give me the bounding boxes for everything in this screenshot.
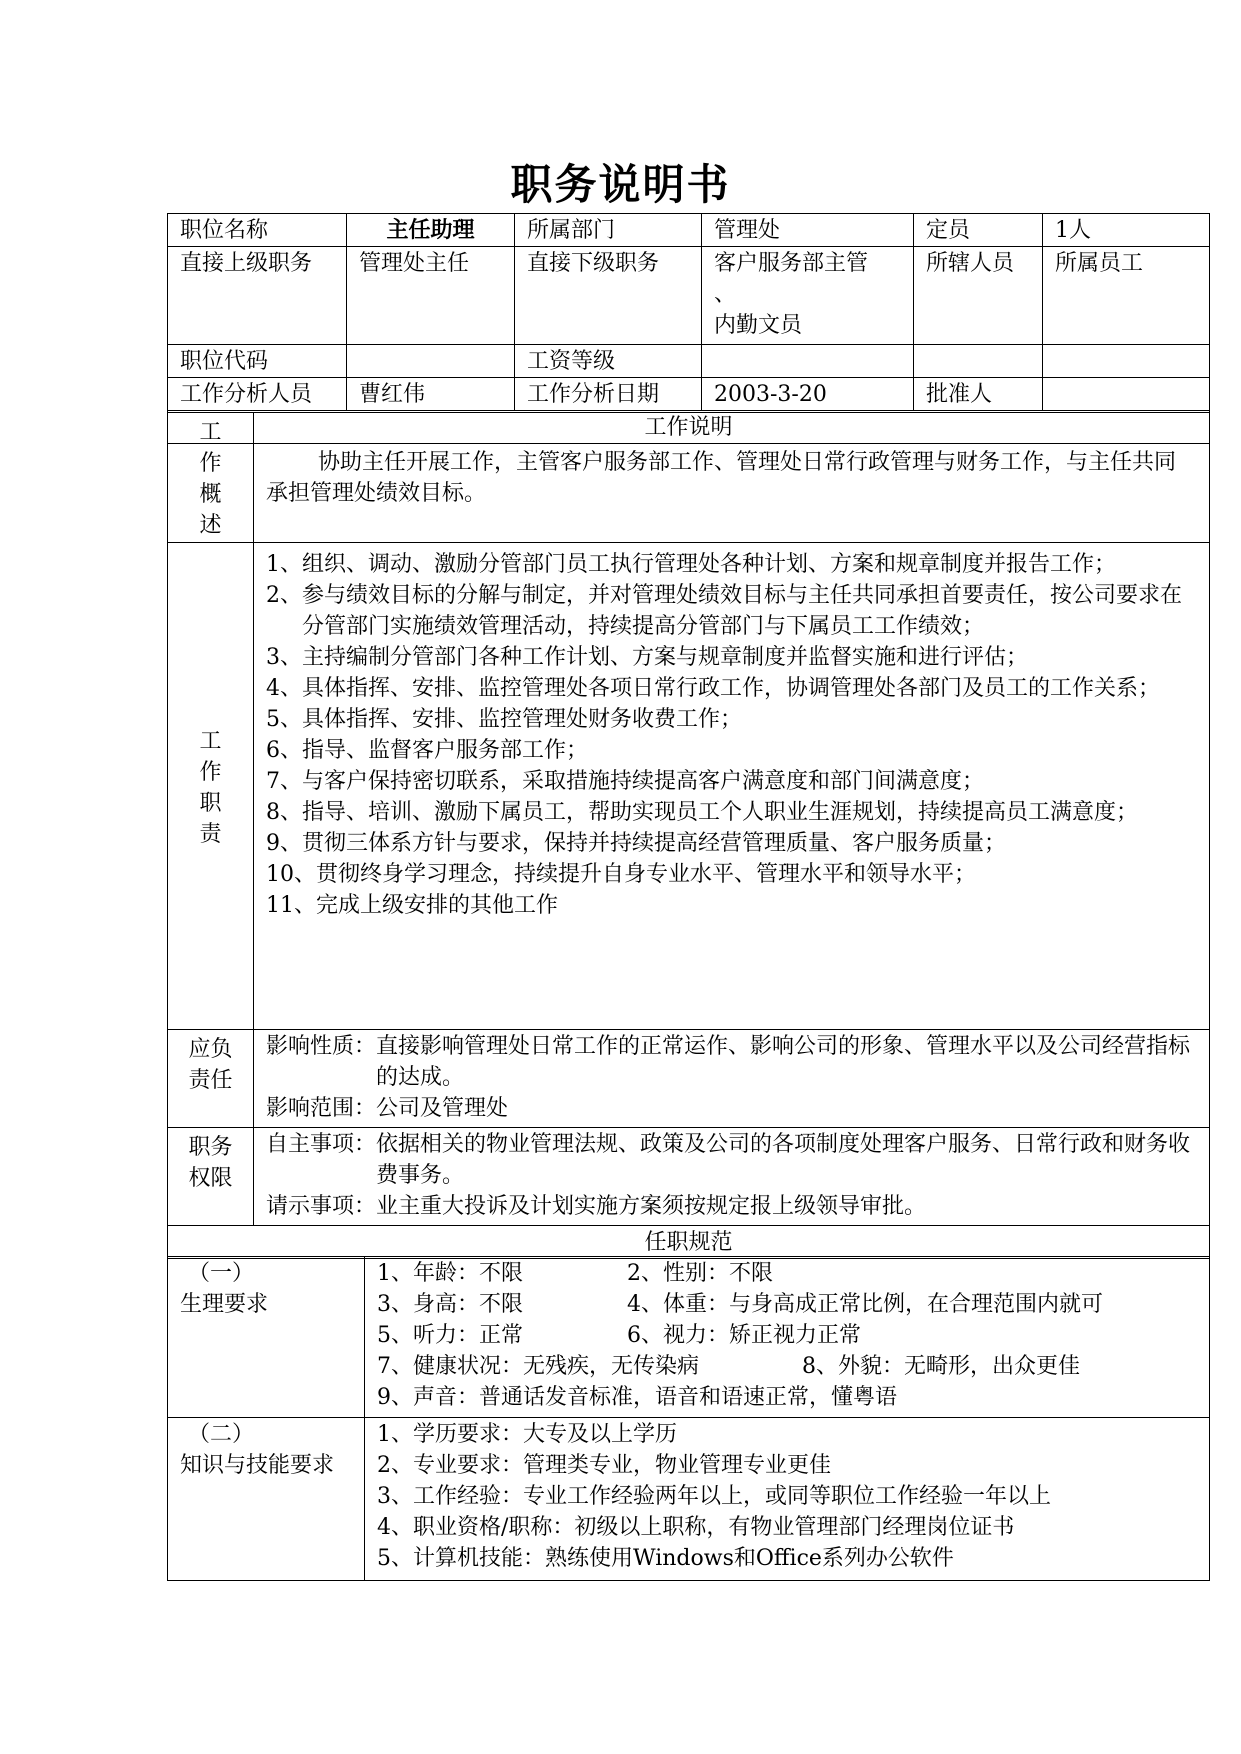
list-item: 10、贯彻终身学习理念，持续提升自身专业水平、管理水平和领导水平；: [266, 862, 976, 887]
summary-label: 工 作 概 述: [168, 413, 254, 543]
physical-label: （一） 生理要求: [168, 1257, 365, 1418]
list-item: 9、声音：普通话发音标准，语音和语速正常，懂粤语: [377, 1385, 897, 1410]
page-title: 职务说明书: [510, 160, 731, 209]
list-item: 3、工作经验：专业工作经验两年以上，或同等职位工作经验一年以上: [377, 1484, 1051, 1509]
list-item: 自主事项： 依据相关的物业管理法规、政策及公司的各项制度处理客户服务、日常行政和财务收费事务。: [266, 1132, 1191, 1188]
list-item: 3、主持编制分管部门各种工作计划、方案与规章制度并监督实施和进行评估；: [266, 645, 1028, 670]
label-position-code: 职位代码: [168, 345, 347, 378]
table-row: [168, 543, 1210, 1030]
subordinate-line-3: 内勤文员: [714, 313, 803, 338]
authority-label: 职务 权限: [168, 1128, 254, 1226]
section-heading-job-spec: 任职规范: [168, 1226, 1210, 1259]
list-item: 6、指导、监督客户服务部工作；: [266, 738, 588, 763]
value-approver: [1043, 378, 1210, 411]
list-item: 请示事项： 业主重大投诉及计划实施方案须按规定报上级领导审批。: [266, 1194, 927, 1219]
value-position-name: 主任助理: [347, 214, 515, 247]
table-row: [168, 1257, 1210, 1418]
list-item: 5、具体指挥、安排、监控管理处财务收费工作；: [266, 707, 742, 732]
table-row: [168, 413, 1210, 543]
responsibility-label: 应负 责任: [168, 1030, 254, 1128]
section-heading-work-description: 工作说明: [168, 411, 1210, 444]
table-row: [168, 378, 1210, 411]
list-item: 3、身高：不限 4、体重：与身高成正常比例，在合理范围内就可: [377, 1292, 1103, 1317]
list-item: 1、组织、调动、激励分管部门员工执行管理处各种计划、方案和规章制度并报告工作；: [266, 552, 1116, 577]
job-spec-table: [167, 1256, 1210, 1581]
empty-cell: [914, 345, 1043, 378]
value-headcount: 1人: [1043, 214, 1210, 247]
list-item: 9、贯彻三体系方针与要求，保持并持续提高经营管理质量、客户服务质量；: [266, 831, 1006, 856]
value-department: 管理处: [702, 214, 914, 247]
value-analysis-date: 2003-3-20: [702, 378, 914, 411]
list-item: 7、与客户保持密切联系，采取措施持续提高客户满意度和部门间满意度；: [266, 769, 984, 794]
list-item: 5、计算机技能：熟练使用Windows和Office系列办公软件: [377, 1546, 954, 1571]
label-superior: 直接上级职务: [168, 247, 347, 345]
summary-text: 协助主任开展工作，主管客户服务部工作、管理处日常行政管理与财务工作，与主任共同承担管理处绩效目标。: [254, 413, 1210, 543]
label-position-name: 职位名称: [168, 214, 347, 247]
list-item: 4、具体指挥、安排、监控管理处各项日常行政工作，协调管理处各部门及员工的工作关系；: [266, 676, 1161, 701]
empty-cell: [1043, 345, 1210, 378]
authority-content: [254, 1128, 1210, 1226]
list-item: 7、健康状况：无残疾，无传染病 8、外貌：无畸形，出众更佳: [377, 1354, 1080, 1379]
list-item: 5、听力：正常 6、视力：矫正视力正常: [377, 1323, 861, 1348]
list-item: 11、完成上级安排的其他工作: [266, 893, 558, 918]
label-subordinate: 直接下级职务: [515, 247, 702, 345]
knowledge-list: [365, 1418, 1210, 1581]
table-row: [168, 214, 1210, 247]
label-salary-grade: 工资等级: [515, 345, 702, 378]
value-analyst: 曹红伟: [347, 378, 515, 411]
list-item: 影响范围： 公司及管理处: [266, 1096, 509, 1121]
duties-label: 工 作 职 责: [168, 543, 254, 1030]
list-item: 2、专业要求：管理类专业，物业管理专业更佳: [377, 1453, 831, 1478]
physical-list: [365, 1257, 1210, 1418]
value-position-code: [347, 345, 515, 378]
header-table: [167, 213, 1210, 444]
list-item: 8、指导、培训、激励下属员工，帮助实现员工个人职业生涯规划，持续提高员工满意度；: [266, 800, 1139, 825]
table-row: [168, 1030, 1210, 1128]
subordinate-line-1: 客户服务部主管: [714, 251, 869, 276]
label-approver: 批准人: [914, 378, 1043, 411]
table-row: [168, 1418, 1210, 1581]
label-analyst: 工作分析人员: [168, 378, 347, 411]
label-department: 所属部门: [515, 214, 702, 247]
value-staff: 所属员工: [1043, 247, 1210, 345]
table-row: [168, 1128, 1210, 1226]
responsibility-content: [254, 1030, 1210, 1128]
list-item: 1、年龄：不限 2、性别：不限: [377, 1261, 773, 1286]
subordinate-line-2: 、: [714, 282, 737, 307]
list-item: 1、学历要求：大专及以上学历: [377, 1422, 677, 1447]
label-staff: 所辖人员: [914, 247, 1043, 345]
label-headcount: 定员: [914, 214, 1043, 247]
label-analysis-date: 工作分析日期: [515, 378, 702, 411]
list-item: 4、职业资格/职称：初级以上职称，有物业管理部门经理岗位证书: [377, 1515, 1015, 1540]
list-item: 影响性质： 直接影响管理处日常工作的正常运作、影响公司的形象、管理水平以及公司经营指标的达成。: [266, 1034, 1191, 1090]
list-item: 2、参与绩效目标的分解与制定，并对管理处绩效目标与主任共同承担首要责任，按公司要求在分管部门实施绩效管理活动，持续提高分管部门与下属员工工作绩效；: [266, 583, 1183, 639]
table-row: [168, 247, 1210, 345]
work-description-table: [167, 412, 1210, 1259]
knowledge-label: （二） 知识与技能要求: [168, 1418, 365, 1581]
table-row: [168, 1226, 1210, 1259]
value-salary-grade: [702, 345, 914, 378]
value-superior: 管理处主任: [347, 247, 515, 345]
value-subordinate: [702, 247, 914, 345]
table-row: [168, 345, 1210, 378]
duties-list: [254, 543, 1210, 1030]
